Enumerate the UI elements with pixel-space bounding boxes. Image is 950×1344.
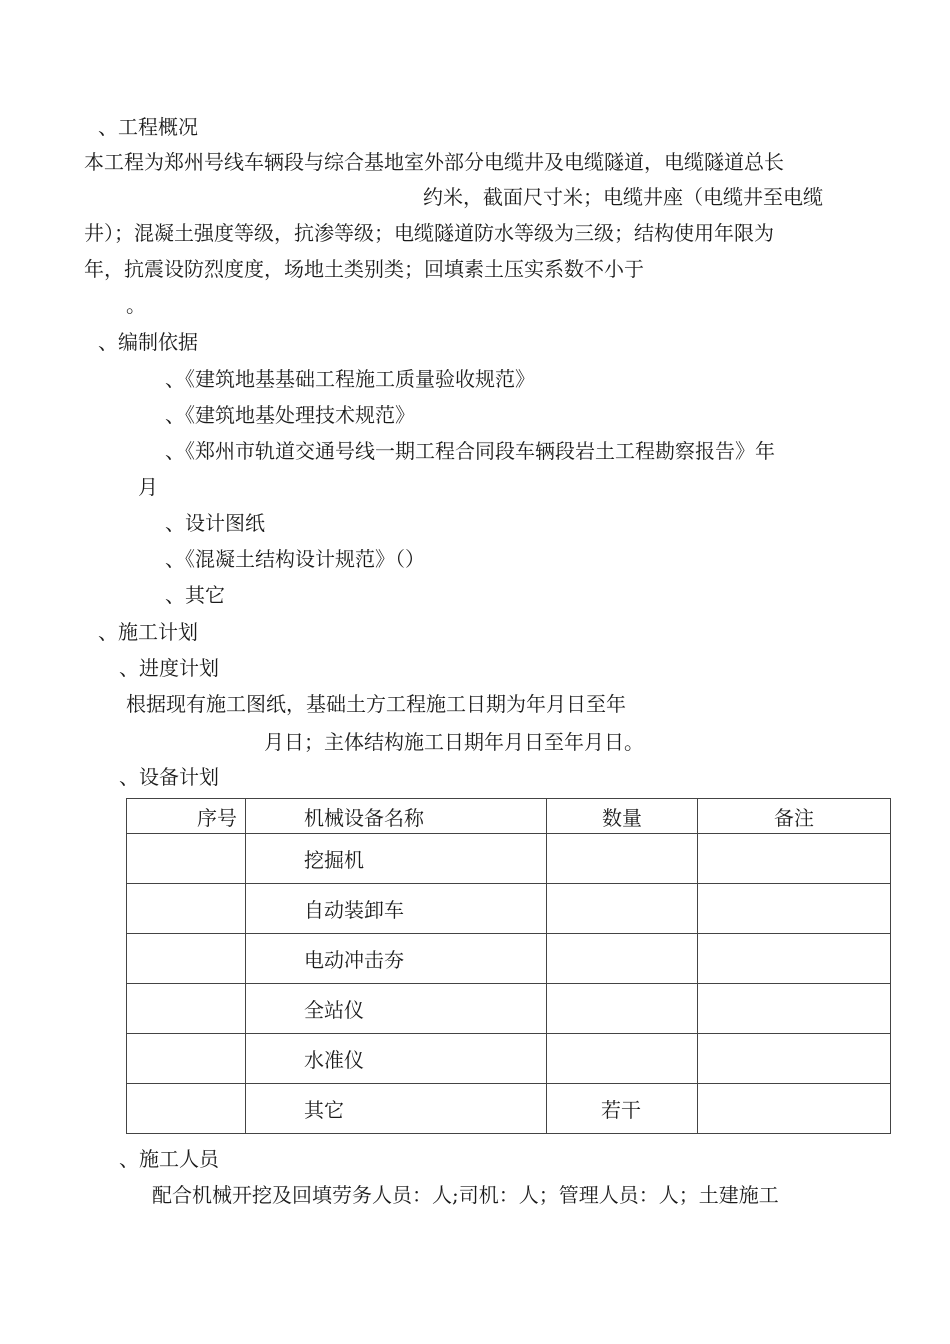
- schedule-line-1: 根据现有施工图纸，基础土方工程施工日期为年月日至年: [126, 692, 626, 716]
- cell-quantity: [547, 984, 698, 1034]
- cell-equipment-name: 电动冲击夯: [246, 934, 547, 984]
- table-row: [127, 984, 891, 1034]
- table-header-row: [127, 799, 891, 834]
- table-row: [127, 834, 891, 884]
- header-index: 序号: [127, 799, 246, 834]
- basis-item-1: 、《建筑地基基础工程施工质量验收规范》: [165, 367, 535, 391]
- table-row: [127, 1084, 891, 1134]
- cell-quantity: [547, 834, 698, 884]
- header-equipment-name: 机械设备名称: [246, 799, 547, 834]
- cell-equipment-name: 挖掘机: [246, 834, 547, 884]
- basis-item-4: 、设计图纸: [165, 511, 265, 535]
- overview-paragraph-line-2: 约米，截面尺寸米；电缆井座（电缆井至电缆: [423, 185, 823, 209]
- cell-quantity: [547, 934, 698, 984]
- cell-equipment-name: 其它: [246, 1084, 547, 1134]
- section-heading-overview: 、工程概况: [98, 115, 198, 139]
- basis-item-6: 、其它: [165, 583, 225, 607]
- table-row: [127, 934, 891, 984]
- table-row: [127, 884, 891, 934]
- cell-index: [127, 884, 246, 934]
- schedule-heading: 、进度计划: [119, 656, 219, 680]
- overview-paragraph-line-5: 。: [126, 293, 146, 317]
- basis-item-2: 、《建筑地基处理技术规范》: [165, 403, 415, 427]
- cell-index: [127, 934, 246, 984]
- cell-remarks: [698, 984, 891, 1034]
- basis-item-5: 、《混凝土结构设计规范》（）: [165, 547, 425, 571]
- cell-index: [127, 1084, 246, 1134]
- basis-item-3-continued: 月: [138, 475, 158, 499]
- cell-index: [127, 984, 246, 1034]
- cell-equipment-name: 全站仪: [246, 984, 547, 1034]
- overview-paragraph-line-4: 年，抗震设防烈度度，场地土类别类；回填素土压实系数不小于: [84, 257, 644, 281]
- table-row: [127, 1034, 891, 1084]
- section-heading-plan: 、施工计划: [98, 620, 198, 644]
- cell-remarks: [698, 884, 891, 934]
- staff-line: 配合机械开挖及回填劳务人员：人;司机：人；管理人员：人；土建施工: [152, 1183, 779, 1207]
- cell-remarks: [698, 1034, 891, 1084]
- overview-paragraph-line-3: 井）；混凝土强度等级，抗渗等级；电缆隧道防水等级为三级；结构使用年限为: [84, 221, 774, 245]
- header-quantity: 数量: [547, 799, 698, 834]
- cell-remarks: [698, 834, 891, 884]
- cell-index: [127, 1034, 246, 1084]
- cell-quantity: [547, 1034, 698, 1084]
- header-remarks: 备注: [698, 799, 891, 834]
- cell-remarks: [698, 934, 891, 984]
- cell-index: [127, 834, 246, 884]
- cell-quantity: 若干: [547, 1084, 698, 1134]
- cell-equipment-name: 自动装卸车: [246, 884, 547, 934]
- staff-heading: 、施工人员: [119, 1147, 219, 1171]
- cell-equipment-name: 水准仪: [246, 1034, 547, 1084]
- cell-quantity: [547, 884, 698, 934]
- basis-item-3: 、《郑州市轨道交通号线一期工程合同段车辆段岩土工程勘察报告》年: [165, 439, 775, 463]
- cell-remarks: [698, 1084, 891, 1134]
- equipment-heading: 、设备计划: [119, 765, 219, 789]
- section-heading-basis: 、编制依据: [98, 330, 198, 354]
- equipment-table: [126, 798, 891, 1134]
- overview-paragraph-line-1: 本工程为郑州号线车辆段与综合基地室外部分电缆井及电缆隧道，电缆隧道总长: [84, 150, 784, 174]
- schedule-line-2: 月日；主体结构施工日期年月日至年月日。: [264, 730, 644, 754]
